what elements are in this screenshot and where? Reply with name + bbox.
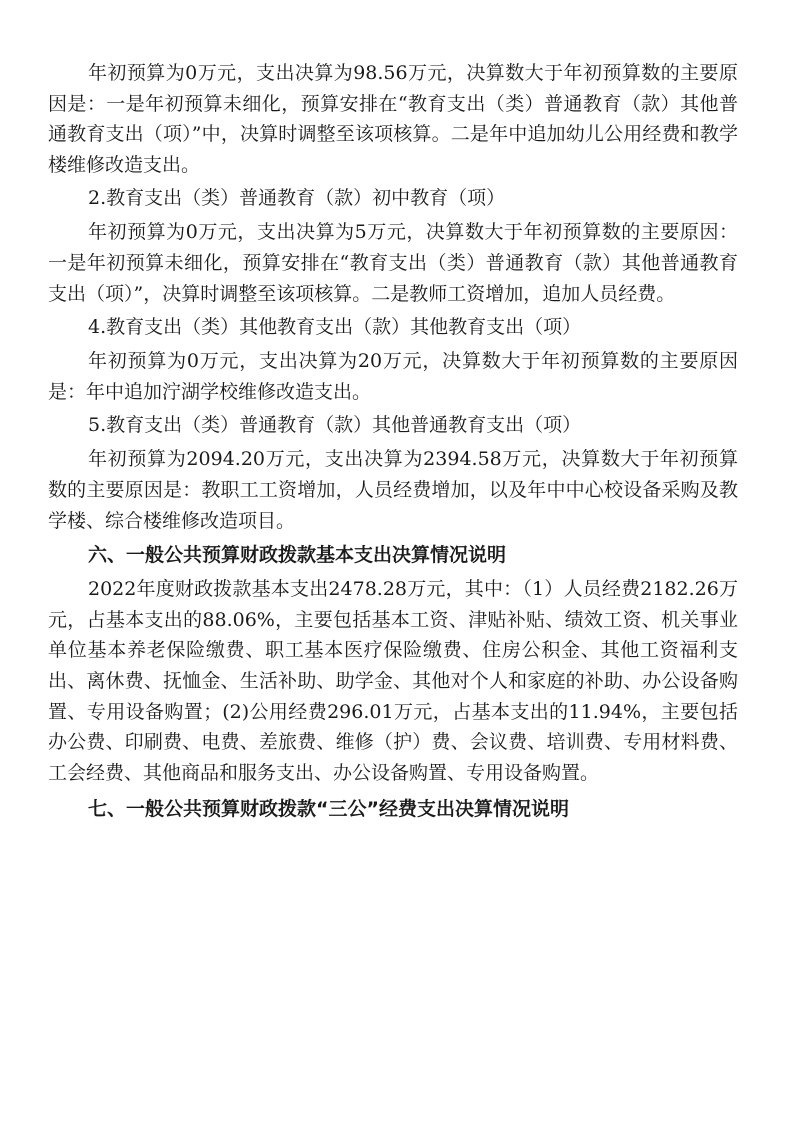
item-heading-text: 4.教育支出（类）其他教育支出（款）其他教育支出（项） — [88, 316, 582, 339]
paragraph-basic-expenditure — [48, 574, 738, 788]
item-heading-other-general-education — [88, 409, 738, 442]
paragraph-text: 2022年度财政拨款基本支出2478.28万元，其中：（1）人员经费2182.26万元，占基本支出的88.06%，主要包括基本工资、津贴补贴、绩效工资、机关事业单位基本养老保险缴费、职工基本医疗保险缴费、住房公积金、其他工资福利支出、离休费、抚恤金、生活补助、助学金、其他对个人和家庭的补助、办公设备购置、专用设备购置；(2)公用经费296.01万元，占基本支出的11.94%，主要包括办公费、印刷费、电费、差旅费、维修（护）费、会议费、培训费、专用材料费、工会经费、其他商品和服务支出、办公设备购置、专用设备购置。 — [48, 578, 738, 784]
item-heading-other-education — [88, 311, 738, 344]
section-heading-six — [88, 538, 738, 572]
paragraph-text: 年初预算为0万元，支出决算为5万元，决算数大于年初预算数的主要原因：一是年初预算未细化，预算安排在“教育支出（类）普通教育（款）其他普通教育支出（项）”，决算时调整至该项核算。二是教师工资增加，追加人员经费。 — [48, 221, 738, 305]
paragraph-other-general-education-budget — [48, 444, 738, 536]
item-heading-junior-middle — [88, 182, 738, 215]
section-heading-seven — [88, 792, 738, 826]
item-heading-text: 5.教育支出（类）普通教育（款）其他普通教育支出（项） — [88, 414, 582, 437]
document-body — [48, 58, 738, 828]
paragraph-text: 年初预算为0万元，支出决算为20万元，决算数大于年初预算数的主要原因是：年中追加泞湖学校维修改造支出。 — [48, 350, 738, 403]
section-heading-text: 七、一般公共预算财政拨款“三公”经费支出决算情况说明 — [88, 798, 569, 821]
paragraph-other-education-budget — [48, 346, 738, 407]
paragraph-text: 年初预算为2094.20万元，支出决算为2394.58万元，决算数大于年初预算数的主要原因是：教职工工资增加，人员经费增加，以及年中中心校设备采购及教学楼、综合楼维修改造项目。 — [48, 448, 738, 532]
item-heading-text: 2.教育支出（类）普通教育（款）初中教育（项） — [88, 187, 506, 210]
section-heading-text: 六、一般公共预算财政拨款基本支出决算情况说明 — [88, 544, 507, 567]
paragraph-youer-budget — [48, 58, 738, 180]
paragraph-text: 年初预算为0万元，支出决算为98.56万元，决算数大于年初预算数的主要原因是：一是年初预算未细化，预算安排在“教育支出（类）普通教育（款）其他普通教育支出（项）”中，决算时调整至该项核算。二是年中追加幼儿公用经费和教学楼维修改造支出。 — [48, 62, 738, 176]
paragraph-junior-middle-budget — [48, 217, 738, 309]
